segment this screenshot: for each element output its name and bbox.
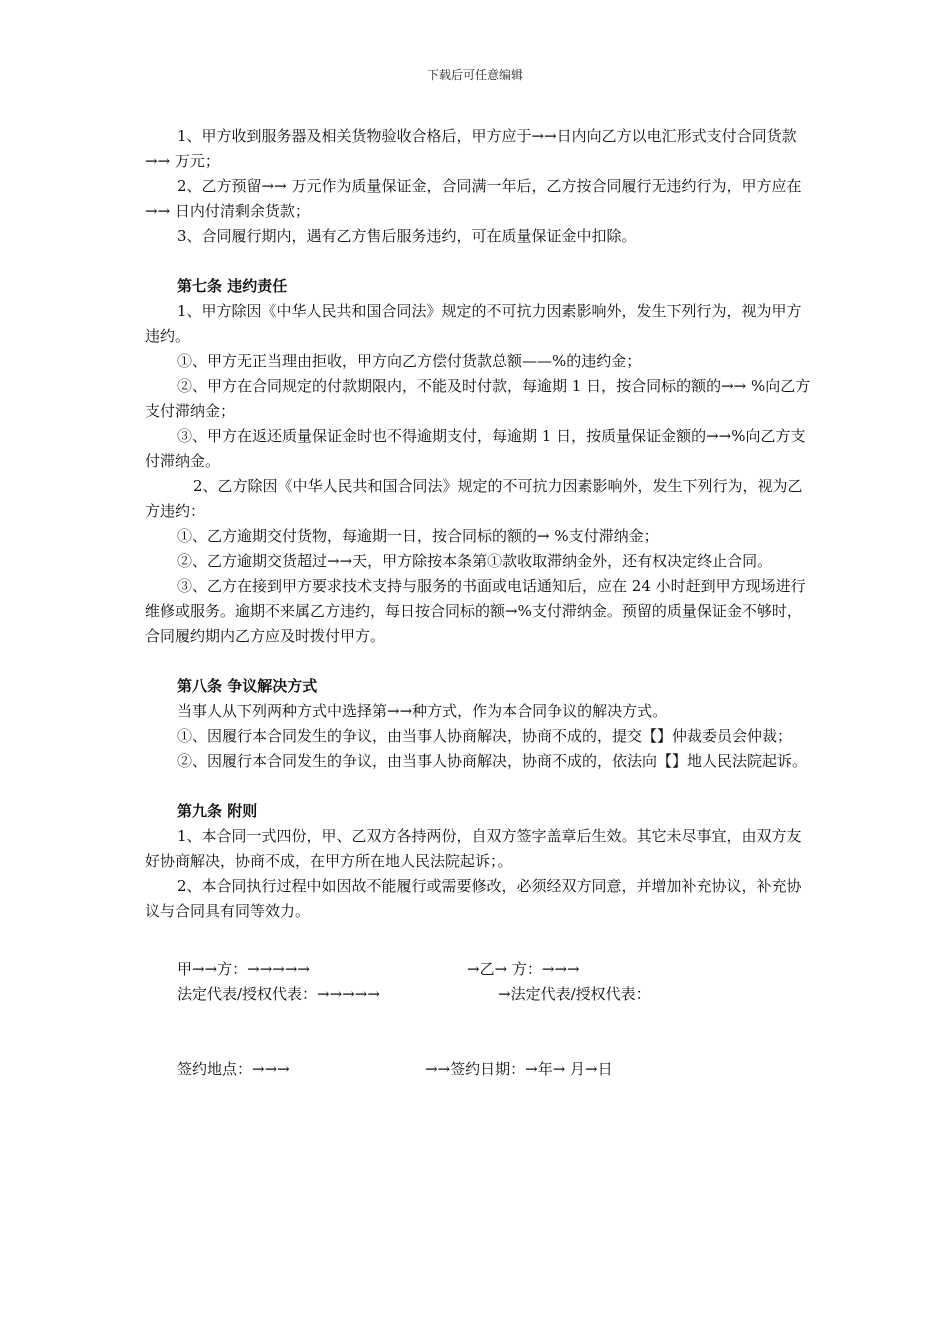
signature-row-parties <box>145 957 815 982</box>
section-9-title: 第九条 附则 <box>177 802 258 820</box>
page-header: 下载后可任意编辑 <box>426 68 523 82</box>
section-8-title: 第八条 争议解决方式 <box>177 677 318 695</box>
payment-clause-2: 2、乙方预留→→ 万元作为质量保证金，合同满一年后，乙方按合同履行无违约行为，甲方应在→→ 日内付清剩余货款； <box>145 177 802 220</box>
breach-clause-1b: ②、甲方在合同规定的付款期限内，不能及时付款，每逾期 1 日，按合同标的额的→→ %向乙方支付滞纳金； <box>145 377 811 420</box>
signing-place-label: 签约地点：→→→ <box>177 1060 290 1078</box>
party-a-rep-label: 法定代表/授权代表：→→→→→ <box>177 985 380 1003</box>
payment-clause-3: 3、合同履行期内，遇有乙方售后服务违约，可在质量保证金中扣除。 <box>177 227 637 245</box>
party-a-label: 甲→→方：→→→→→ <box>177 960 310 978</box>
breach-clause-2b: ②、乙方逾期交货超过→→天，甲方除按本条第①款收取滞纳金外，还有权决定终止合同。 <box>177 552 773 570</box>
appendix-clause-1: 1、本合同一式四份，甲、乙双方各持两份，自双方签字盖章后生效。其它未尽事宜，由双方友好协商解决，协商不成，在甲方所在地人民法院起诉；。 <box>145 827 802 870</box>
breach-clause-1c: ③、甲方在返还质量保证金时也不得逾期支付，每逾期 1 日，按质量保证金额的→→%向乙方支付滞纳金。 <box>145 427 806 470</box>
dispute-option-1: ①、因履行本合同发生的争议，由当事人协商解决，协商不成的，提交【】仲裁委员会仲裁； <box>177 727 793 745</box>
breach-clause-1a: ①、甲方无正当理由拒收，甲方向乙方偿付货款总额——%的违约金； <box>177 352 642 370</box>
breach-clause-2a: ①、乙方逾期交付货物，每逾期一日，按合同标的额的→ %支付滞纳金； <box>177 527 659 545</box>
party-b-label: →乙→ 方：→→→ <box>467 960 580 978</box>
signing-date-label: →→签约日期：→年→ 月→日 <box>425 1060 613 1078</box>
breach-clause-2: 2、乙方除因《中华人民共和国合同法》规定的不可抗力因素影响外，发生下列行为，视为乙方违约： <box>145 477 803 520</box>
contract-body <box>145 124 815 1082</box>
signature-row-place-date <box>145 1057 815 1082</box>
payment-clause-1: 1、甲方收到服务器及相关货物验收合格后，甲方应于→→日内向乙方以电汇形式支付合同货款→→ 万元； <box>145 127 797 170</box>
party-b-rep-label: →法定代表/授权代表： <box>498 985 651 1003</box>
breach-clause-1: 1、甲方除因《中华人民共和国合同法》规定的不可抗力因素影响外，发生下列行为，视为甲方违约。 <box>145 302 802 345</box>
dispute-option-2: ②、因履行本合同发生的争议，由当事人协商解决，协商不成的，依法向【】地人民法院起诉。 <box>177 752 808 770</box>
appendix-clause-2: 2、本合同执行过程中如因故不能履行或需要修改，必须经双方同意，并增加补充协议，补充协议与合同具有同等效力。 <box>145 877 802 920</box>
dispute-intro: 当事人从下列两种方式中选择第→→种方式，作为本合同争议的解决方式。 <box>177 702 668 720</box>
signature-row-representatives <box>145 982 815 1007</box>
breach-clause-2c: ③、乙方在接到甲方要求技术支持与服务的书面或电话通知后，应在 24 小时赶到甲方现场进行维修或服务。逾期不来属乙方违约，每日按合同标的额→%支付滞纳金。预留的质量保证金不够时，合同履约期内乙方应及时拨付甲方。 <box>145 577 806 645</box>
section-7-title: 第七条 违约责任 <box>177 277 288 295</box>
